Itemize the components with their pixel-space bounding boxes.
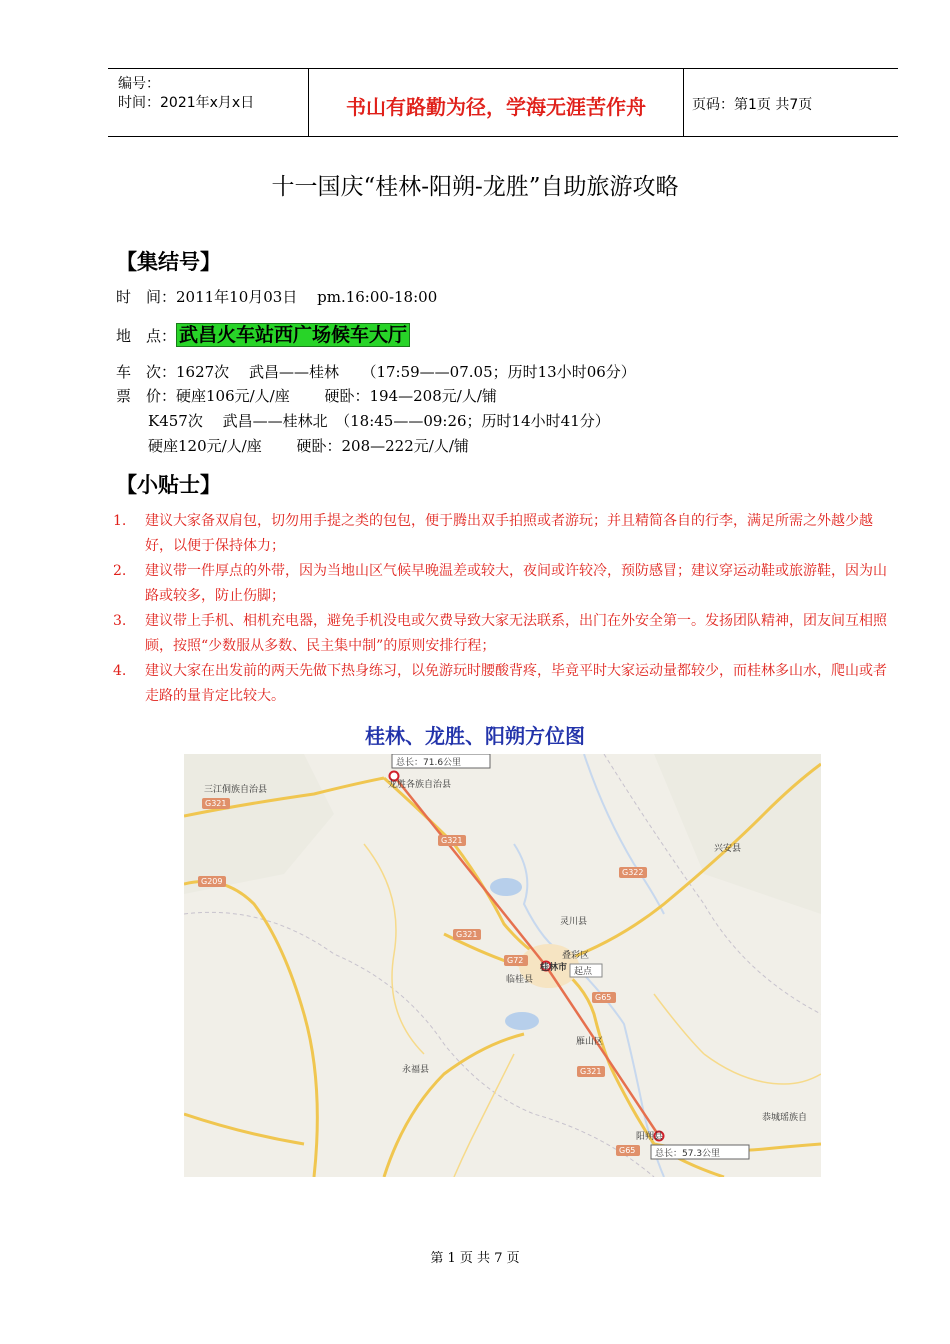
place-diecai: 叠彩区: [562, 951, 590, 961]
start-label: 起点: [574, 967, 593, 977]
train-2: K457次 武昌——桂林北 （18:45——09:26；历时14小时41分）: [148, 412, 610, 430]
place-yangshuo: 阳朔县: [636, 1132, 664, 1142]
place-yongfu: 永福县: [402, 1065, 430, 1075]
assembly-place: [116, 320, 410, 347]
assembly-time: 时 间：2011年10月03日 pm.16:00-18:00: [116, 288, 438, 306]
total-distance-1: 总长：71.6公里: [396, 758, 462, 768]
road-g321: G321: [580, 1067, 602, 1076]
place-longsheng: 龙胜各族自治县: [388, 780, 452, 790]
tips-heading: 【小贴士】: [116, 473, 221, 497]
road-g65: G65: [619, 1146, 636, 1155]
total-distance-2: 总长：57.3公里: [655, 1149, 721, 1159]
tip-item: [113, 559, 891, 608]
page-footer: 第 1 页 共 7 页: [430, 1251, 520, 1266]
place-lingchuan: 灵川县: [560, 917, 588, 927]
road-g321: G321: [205, 799, 227, 808]
tip-number: 1.: [113, 513, 127, 529]
place-xingan: 兴安县: [714, 844, 742, 854]
place-highlight: 武昌火车站西广场候车大厅: [176, 323, 410, 347]
road-g321: G321: [441, 836, 463, 845]
tip-item: [113, 509, 891, 558]
tip-item: [113, 659, 891, 708]
map-title: 桂林、龙胜、阳朔方位图: [365, 724, 585, 748]
place-yanshan: 雁山区: [576, 1037, 604, 1047]
page-header: [108, 68, 898, 137]
assembly-heading: 【集结号】: [116, 250, 221, 274]
place-gongcheng: 恭城瑶族自: [762, 1113, 808, 1123]
document-title: 十一国庆“桂林-阳朔-龙胜”自助旅游攻略: [271, 174, 679, 200]
fare-1: 票 价：硬座106元/人/座 硬卧：194—208元/人/铺: [116, 387, 497, 405]
place-lingui: 临桂县: [506, 975, 534, 985]
tip-item: [113, 609, 891, 658]
place-guilin: 桂林市: [540, 963, 568, 973]
place-sanjiang: 三江侗族自治县: [204, 785, 268, 795]
tip-text: 建议大家备双肩包，切勿用手提之类的包包，便于腾出双手拍照或者游玩；并且精简各自的行李，满足所需之外越少越好，以便于保持体力；: [145, 513, 873, 554]
time-label: 时间：2021年x月x日: [118, 95, 255, 111]
motto: 书山有路勤为径，学海无涯苦作舟: [346, 95, 646, 119]
place-label: 地 点：: [116, 327, 177, 345]
tips-list: [113, 509, 891, 709]
header-left-cell: [108, 69, 308, 136]
road-g209: G209: [201, 877, 223, 886]
road-g322: G322: [622, 868, 644, 877]
tip-number: 2.: [113, 563, 127, 579]
tip-text: 建议带一件厚点的外带，因为当地山区气候早晚温差或较大，夜间或许较冷，预防感冒；建议穿运动鞋或旅游鞋，因为山路或较多，防止伤脚；: [145, 563, 887, 604]
tip-number: 4.: [113, 663, 127, 679]
road-g72: G72: [507, 956, 524, 965]
route-map: [184, 754, 821, 1177]
tip-number: 3.: [113, 613, 127, 629]
page-info: 页码：第1页 共7页: [692, 97, 813, 113]
train-1: 车 次：1627次 武昌——桂林 （17:59——07.05；历时13小时06分）: [116, 363, 636, 381]
road-g65: G65: [595, 993, 612, 1002]
tip-text: 建议带上手机、相机充电器，避免手机没电或欠费导致大家无法联系，出门在外安全第一。发扬团队精神，团友间互相照顾，按照“少数服从多数、民主集中制”的原则安排行程；: [145, 613, 887, 654]
header-right-cell: [682, 69, 898, 136]
header-motto-cell: [308, 69, 684, 136]
road-g321: G321: [456, 930, 478, 939]
fare-2: 硬座120元/人/座 硬卧：208—222元/人/铺: [148, 437, 469, 455]
map-canvas: [184, 754, 821, 1177]
serial-label: 编号：: [118, 76, 160, 92]
tip-text: 建议大家在出发前的两天先做下热身练习，以免游玩时腰酸背疼，毕竟平时大家运动量都较少，而桂林多山水，爬山或者走路的量肯定比较大。: [145, 663, 887, 704]
